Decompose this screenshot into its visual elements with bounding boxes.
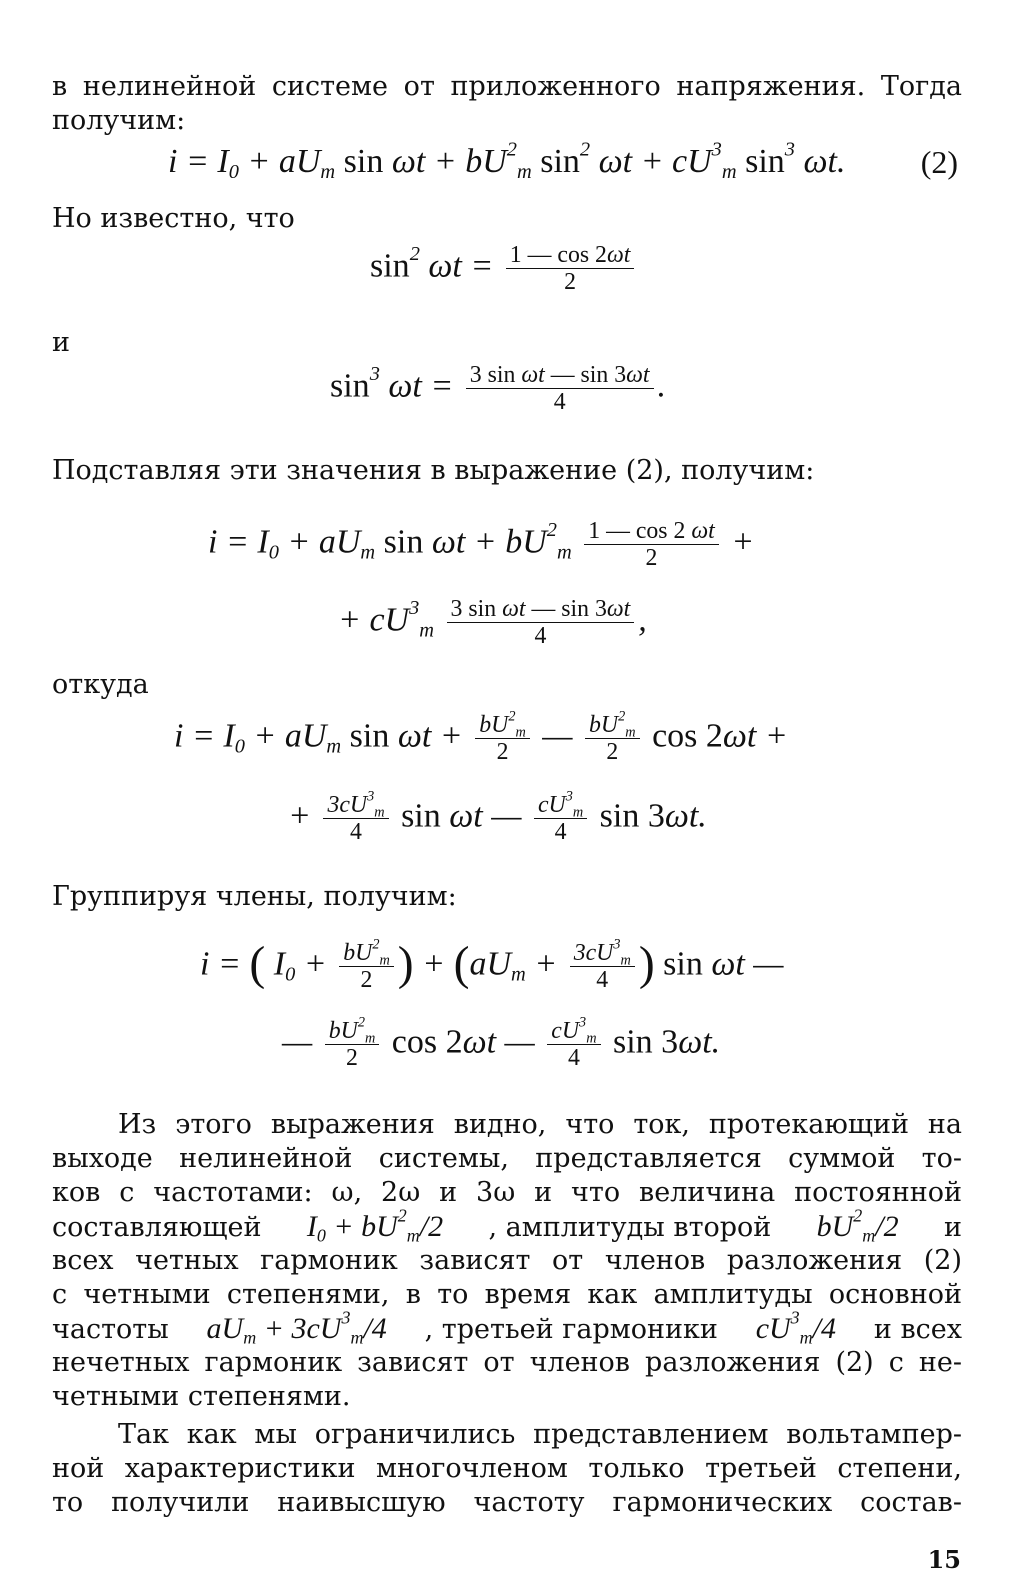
- paragraph-fragment: , третьей гармоники: [424, 1314, 718, 1345]
- page-number: 15: [927, 1545, 961, 1574]
- paragraph-fragment: и всех: [873, 1314, 962, 1345]
- equation-sin2-identity: $\sin^2 \omega t$ = $\frac{1 — \cos 2\omega t}{2}$: [370, 242, 638, 295]
- paragraph-fragment: составляющей: [52, 1212, 262, 1243]
- text-line: Подставляя эти значения в выражение (2), получим:: [52, 455, 815, 486]
- equation-substitution-line2: + $cU^3_m$ $\frac{\text{3 sin ωt — sin 3ωt}}{4}$ ,: [338, 596, 647, 650]
- paragraph-line: выходе нелинейной системы, представляется суммой то-: [52, 1143, 962, 1174]
- inline-formula-second-amplitude: $bU^2_m/2$: [816, 1205, 899, 1246]
- paragraph-line-with-formulas: [52, 1307, 962, 1348]
- inline-formula-dc-component: $I_0 + bU^2_m/2$: [306, 1205, 444, 1246]
- paragraph-line: ков с частотами: ω, 2ω и 3ω и что величина постоянной: [52, 1177, 962, 1208]
- equation-2: $i = I_0 + aU_m$ $\sin \omega t + bU^2_m$ $\sin^2 \omega t + cU^3_m$ $\sin^3 \omega t$.: [168, 138, 846, 184]
- equation-grouped-line2: — $\frac{bU^2_m}{2}$ cos 2ωt — $\frac{cU^3_m}{4}$ sin 3ωt.: [282, 1014, 721, 1072]
- text-line: получим:: [52, 105, 186, 136]
- equation-grouped-line1: i = ( $I_0$ + $\frac{bU^2_m}{2}$ ) + ($aU_m$ + $\frac{3cU^3_m}{4}$ ) sin ωt —: [200, 936, 784, 994]
- equation-expansion-line1: $i = I_0 + aU_m$ sin ωt + $\frac{bU^2_m}{2}$ — $\frac{bU^2_m}{2}$ cos 2ωt +: [174, 708, 788, 766]
- paragraph-fragment: частоты: [52, 1314, 169, 1345]
- inline-formula-fundamental-amplitude: $aU_m + 3cU^3_m/4$: [206, 1307, 387, 1348]
- paragraph-line: то получили наивысшую частоту гармонических состав-: [52, 1487, 962, 1518]
- text-line: в нелинейной системе от приложенного напряжения. Тогда: [52, 71, 962, 102]
- text-line: откуда: [52, 669, 149, 700]
- equation-number: (2): [920, 144, 958, 180]
- paragraph-line: четными степенями.: [52, 1381, 351, 1412]
- paragraph-line: всех четных гармоник зависят от членов разложения (2): [52, 1245, 962, 1276]
- text-line: Группируя члены, получим:: [52, 881, 457, 912]
- paragraph-fragment: , амплитуды второй: [488, 1212, 772, 1243]
- paragraph-line: нечетных гармоник зависят от членов разложения (2) с не-: [52, 1347, 962, 1378]
- paragraph-fragment: и: [943, 1212, 962, 1243]
- equation-substitution-line1: $i = I_0 + aU_m$ $\sin \omega t + bU^2_m$ $\frac{1 — \cos 2 \omega t}{2}$ +: [208, 518, 755, 572]
- paragraph-line-with-formulas: [52, 1205, 962, 1246]
- paragraph-line: с четными степенями, в то время как амплитуды основной: [52, 1279, 962, 1310]
- text-line: Но известно, что: [52, 203, 295, 234]
- inline-formula-third-amplitude: $cU^3_m/4$: [755, 1307, 837, 1348]
- equation-sin3-identity: $\sin^3 \omega t$ = $\frac{\text{3 sin ωt — sin 3ωt}}{4}$ .: [330, 362, 667, 416]
- equation-expansion-line2: + $\frac{3cU^3_m}{4}$ sin ωt — $\frac{cU^3_m}{4}$ sin 3ωt.: [288, 788, 707, 846]
- paragraph-line: Так как мы ограничились представлением вольтампер-: [118, 1419, 962, 1450]
- text-line: и: [52, 327, 70, 358]
- paragraph-line: Из этого выражения видно, что ток, протекающий на: [118, 1109, 962, 1140]
- paragraph-line: ной характеристики многочленом только третьей степени,: [52, 1453, 962, 1484]
